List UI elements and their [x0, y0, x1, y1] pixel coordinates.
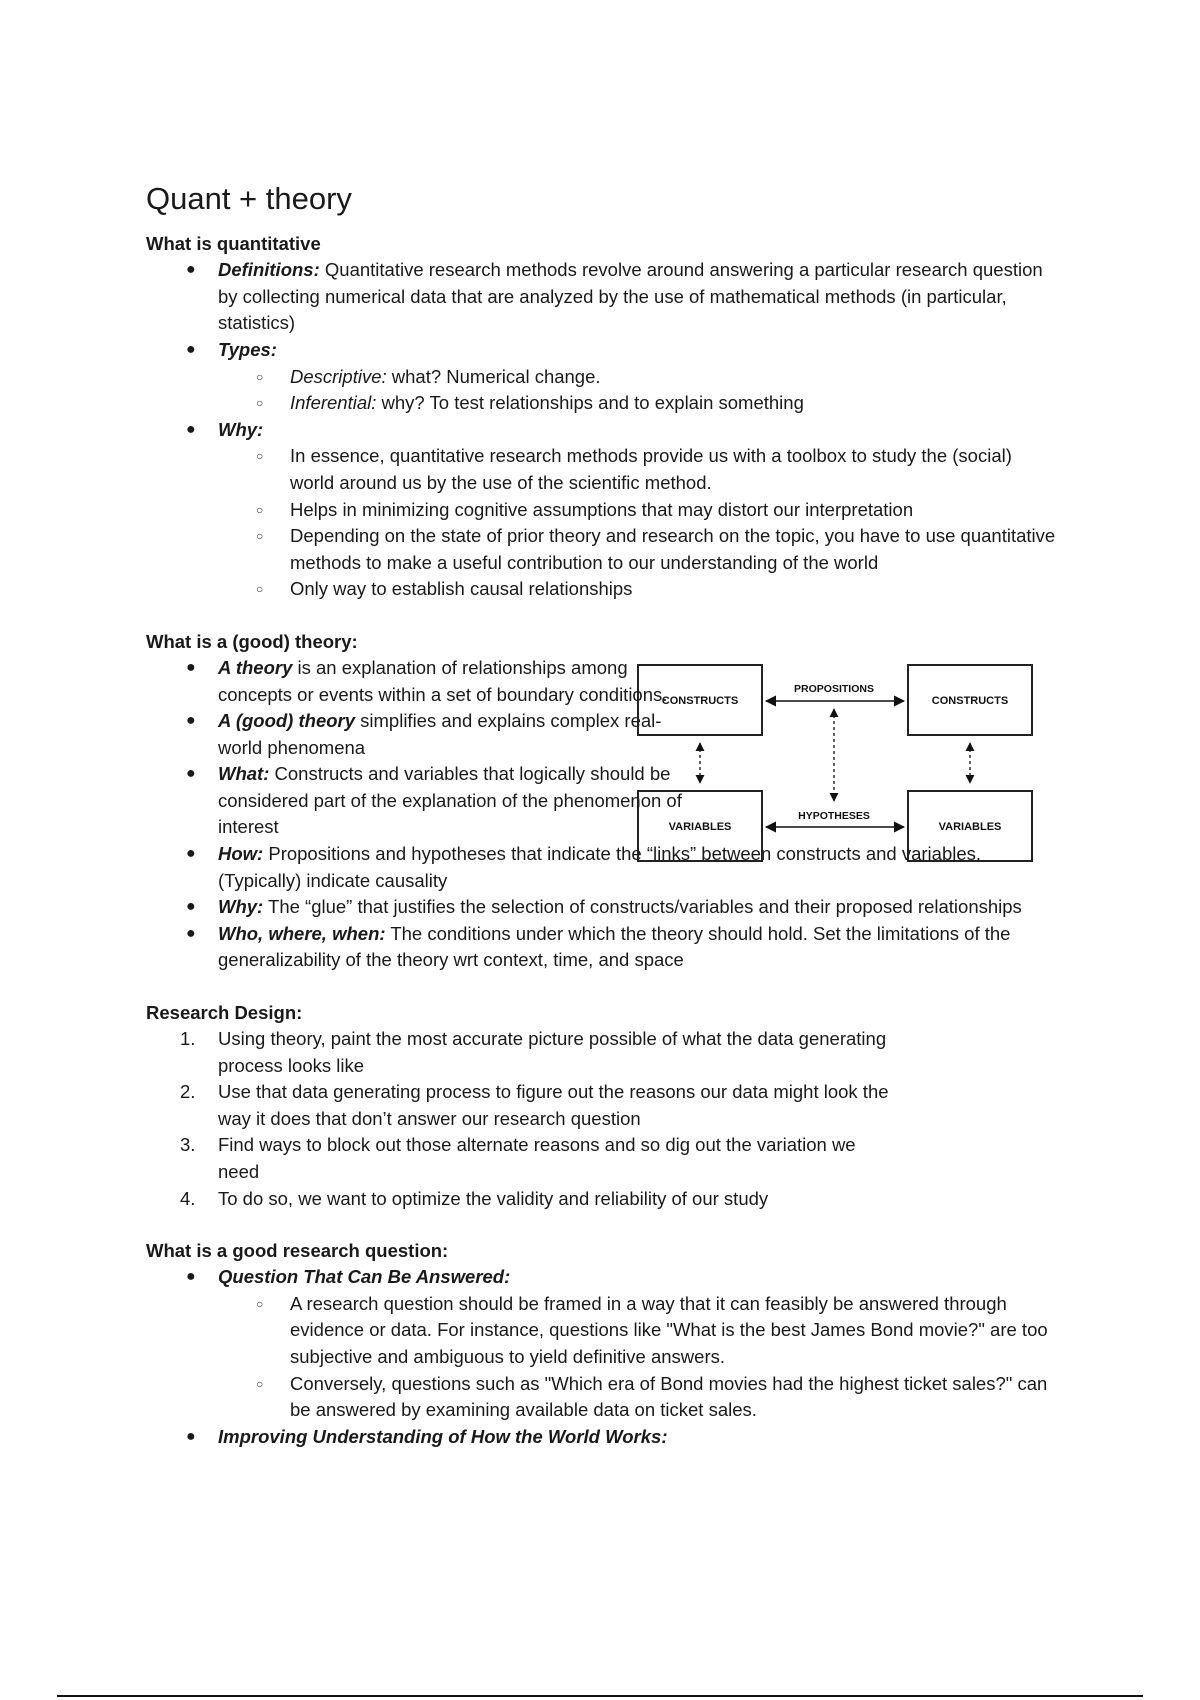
list-item — [146, 417, 1056, 444]
list-item — [146, 1264, 1056, 1291]
list-number: 4. — [180, 1187, 196, 1209]
definitions-label: Definitions: — [218, 259, 320, 281]
sub-list-item — [146, 443, 1056, 496]
bullet-icon: ● — [186, 898, 196, 916]
good-theory-label: A (good) theory — [218, 710, 356, 732]
footer-divider — [57, 1695, 1143, 1697]
list-number: 2. — [180, 1081, 196, 1103]
list-item-text: Use that data generating process to figure out the reasons our data might look the way it does that don’t answer our research question — [218, 1081, 889, 1129]
sub-list-item — [146, 576, 1056, 603]
variables-right-label: VARIABLES — [938, 820, 1002, 833]
how-label: How: — [218, 843, 264, 865]
inferential-label: Inferential: — [290, 392, 377, 414]
list-item — [146, 257, 1056, 337]
list-item — [146, 761, 703, 841]
list-item — [146, 894, 1056, 921]
bullet-icon: ● — [186, 261, 196, 279]
bullet-icon: ● — [186, 658, 196, 676]
list-item — [146, 1424, 1056, 1451]
section-heading-research-question: What is a good research question: — [146, 1240, 449, 1262]
section-heading-theory: What is a (good) theory: — [146, 630, 358, 652]
why-item-text: Depending on the state of prior theory and research on the topic, you have to use quantitative methods to make a useful contribution to our understanding of the world — [290, 525, 1056, 573]
propositions-label: PROPOSITIONS — [794, 682, 874, 695]
hypotheses-label: HYPOTHESES — [798, 809, 870, 822]
bullet-icon: ● — [186, 712, 196, 730]
list-item — [146, 1186, 918, 1213]
list-item — [146, 921, 1056, 974]
why-label: Why: — [218, 896, 264, 918]
what-text: Constructs and variables that logically should be considered part of the explanation of the phenomenon of interest — [218, 763, 682, 838]
constructs-left-label: CONSTRUCTS — [661, 694, 739, 707]
circle-bullet-icon: ○ — [256, 1296, 264, 1311]
circle-bullet-icon: ○ — [256, 449, 264, 464]
bullet-icon: ● — [186, 1268, 196, 1286]
bullet-icon: ● — [186, 924, 196, 942]
why-item-text: In essence, quantitative research methods provide us with a toolbox to study the (social) world around us by the use of the scientific method. — [290, 445, 1012, 493]
theory-block — [146, 655, 1056, 974]
list-item-text: Find ways to block out those alternate reasons and so dig out the variation we need — [218, 1134, 856, 1182]
page-title: Quant + theory — [146, 181, 352, 216]
section-heading-research-design: Research Design: — [146, 1002, 303, 1024]
inferential-text: why? To test relationships and to explain something — [376, 392, 804, 414]
sub-list-item — [146, 497, 1056, 524]
section-heading-quantitative: What is quantitative — [146, 233, 321, 255]
document-page — [146, 180, 1056, 1450]
research-design-list — [146, 1026, 1056, 1212]
bullet-icon: ● — [186, 420, 196, 438]
sub-list-item — [146, 390, 1056, 417]
sub-list-item — [146, 1371, 1056, 1424]
descriptive-text: what? Numerical change. — [386, 365, 601, 387]
list-item — [146, 1132, 878, 1185]
theory-diagram — [636, 663, 1051, 863]
why-item-text: Helps in minimizing cognitive assumptions that may distort our interpretation — [290, 498, 914, 520]
why-label: Why: — [218, 418, 264, 440]
sub-list-item — [146, 364, 1056, 391]
bullet-icon: ● — [186, 1427, 196, 1445]
bullet-icon: ● — [186, 340, 196, 358]
definitions-text: Quantitative research methods revolve around answering a particular research question by collecting numerical data that are analyzed by the use of mathematical methods (in particular, statistics) — [218, 259, 1043, 334]
sub-list-item — [146, 523, 1056, 576]
circle-bullet-icon: ○ — [256, 1376, 264, 1391]
circle-bullet-icon: ○ — [256, 396, 264, 411]
variables-left-label: VARIABLES — [668, 820, 732, 833]
sub-item-text: Conversely, questions such as "Which era of Bond movies had the highest ticket sales?" can be answered by examining available data on ticket sales. — [290, 1372, 1048, 1421]
circle-bullet-icon: ○ — [256, 369, 264, 384]
list-item — [146, 655, 703, 708]
what-label: What: — [218, 763, 270, 785]
constructs-right-label: CONSTRUCTS — [931, 694, 1009, 707]
list-item — [146, 337, 1056, 364]
good-theory-text: simplifies and explains complex real-world phenomena — [218, 710, 662, 758]
theory-text: is an explanation of relationships among concepts or events within a set of boundary conditions. — [218, 656, 668, 705]
circle-bullet-icon: ○ — [256, 502, 264, 517]
list-number: 1. — [180, 1028, 196, 1050]
types-label: Types: — [218, 338, 277, 360]
theory-label: A theory — [218, 656, 293, 678]
list-item — [146, 708, 703, 761]
research-question-list — [146, 1264, 1056, 1450]
who-where-when-text: The conditions under which the theory should hold. Set the limitations of the generalizability of the theory wrt context, time, and space — [218, 922, 1011, 971]
quantitative-list — [146, 257, 1056, 603]
bullet-icon: ● — [186, 765, 196, 783]
list-number: 3. — [180, 1134, 196, 1156]
question-answered-label: Question That Can Be Answered: — [218, 1266, 511, 1288]
list-item-text: Using theory, paint the most accurate picture possible of what the data generating process looks like — [218, 1028, 887, 1076]
list-item — [146, 1026, 918, 1079]
descriptive-label: Descriptive: — [290, 365, 387, 387]
how-text: Propositions and hypotheses that indicate the “links” between constructs and variables. (Typically) indicate causality — [218, 843, 982, 891]
who-where-when-label: Who, where, when: — [218, 922, 386, 944]
circle-bullet-icon: ○ — [256, 529, 264, 544]
list-item — [146, 1079, 918, 1132]
sub-list-item — [146, 1291, 1056, 1371]
sub-item-text: A research question should be framed in a way that it can feasibly be answered through evidence or data. For instance, questions like "What is the best James Bond movie?" are too subjective and ambiguous to yield definitive answers. — [290, 1292, 1048, 1367]
list-item-text: To do so, we want to optimize the validity and reliability of our study — [218, 1187, 769, 1209]
bullet-icon: ● — [186, 845, 196, 863]
improving-understanding-label: Improving Understanding of How the World Works: — [218, 1425, 668, 1447]
why-item-text: Only way to establish causal relationships — [290, 578, 633, 600]
why-text: The “glue” that justifies the selection of constructs/variables and their proposed relationships — [263, 896, 1022, 918]
circle-bullet-icon: ○ — [256, 582, 264, 597]
